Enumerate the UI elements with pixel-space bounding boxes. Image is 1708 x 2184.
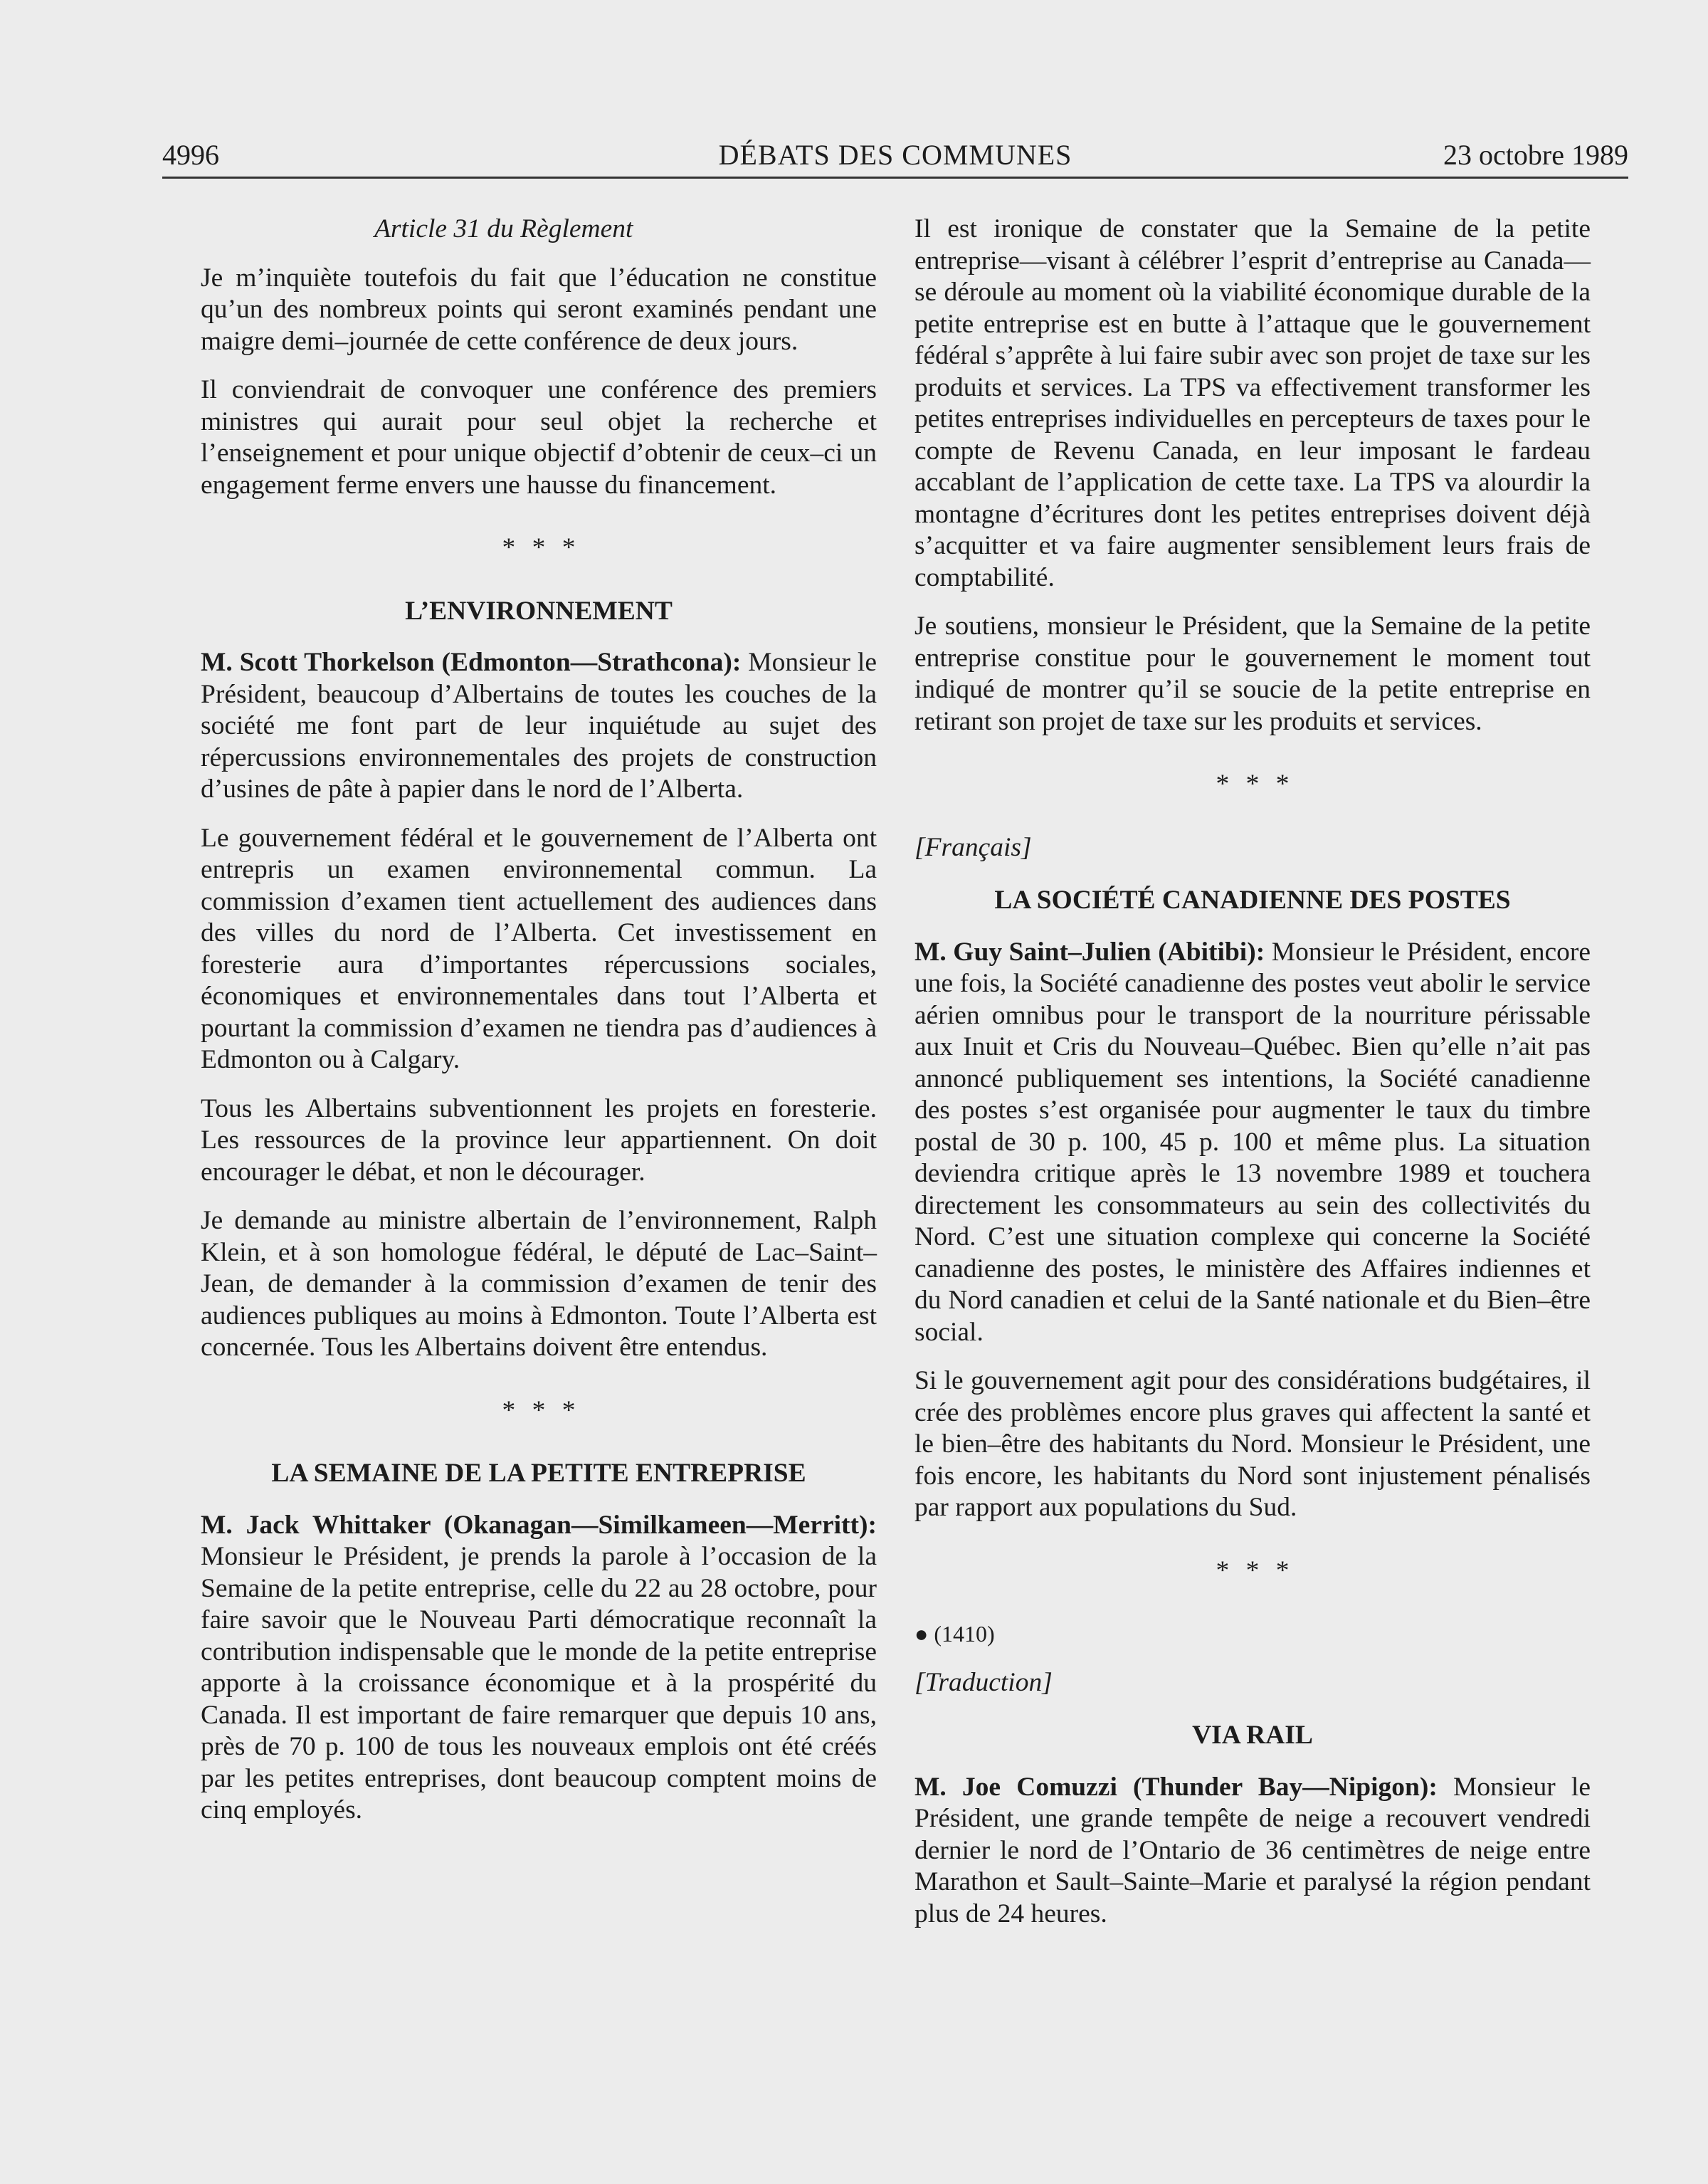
paragraph: Il conviendrait de convoquer une conférence des premiers ministres qui aurait pour seul objet la recherche et l’enseignement et pour unique objectif d’obtenir de ceux–ci un engagement ferme envers une hausse du financement. [201, 375, 877, 500]
section-separator: * * * [1216, 770, 1290, 799]
paragraph: Il est ironique de constater que la Semaine de la petite entreprise—visant à célébrer l’esprit d’entreprise au Canada—se déroule au moment où la viabilité économique durable de la petite entreprise est en butte à l’attaque que le gouvernement fédéral s’apprête à lui faire subir avec son projet de taxe sur les produits et services. La TPS va effectivement transformer les petites entreprises individuelles en percepteurs de taxes pour le compte de Revenu Canada, en leur imposant le fardeau accablant de l’application de cette taxe. La TPS va alourdir la montagne d’écritures dont les petites entreprises doivent déjà s’acquitter et va faire augmenter sensiblement leurs frais de comptabilité. [914, 214, 1591, 592]
speaker-name: M. Scott Thorkelson (Edmonton—Strathcona): [201, 648, 742, 677]
statement-text: Monsieur le Président, beaucoup d’Albertains de toutes les couches de la société me font part de leur inquiétude au sujet des répercussions environnementales des projets de construction d’usines de pâte à papier dans le nord de l’Alberta. [201, 648, 877, 804]
paragraph: Je m’inquiète toutefois du fait que l’éducation ne constitue qu’un des nombreux points qui seront examinés pendant une maigre demi–journée de cette conférence de deux jours. [201, 263, 877, 356]
paragraph: Je demande au ministre albertain de l’environnement, Ralph Klein, et à son homologue fédéral, le député de Lac–Saint–Jean, de demander à la commission d’examen de tenir des audiences publiques au moins à Edmonton. Toute l’Alberta est concernée. Tous les Albertains doivent être entendus. [201, 1206, 877, 1362]
left-column [201, 214, 877, 1827]
session-date: 23 octobre 1989 [1443, 139, 1628, 171]
statement-text: Monsieur le Président, une grande tempête de neige a recouvert vendredi dernier le nord de l’Ontario de 36 centimètres de neige entre Marathon et Sault–Sainte–Marie et paralysé la région pendant plus de 24 heures. [914, 1772, 1591, 1928]
paragraph: Je soutiens, monsieur le Président, que la Semaine de la petite entreprise constitue pour le gouvernement le moment tout indiqué de montrer qu’il se soucie de la petite entreprise en retirant son projet de taxe sur les produits et services. [914, 611, 1591, 736]
section-heading: VIA RAIL [1192, 1721, 1313, 1750]
publication-title: DÉBATS DES COMMUNES [718, 139, 1072, 171]
statement-text: Monsieur le Président, encore une fois, la Société canadienne des postes veut abolir le service aérien omnibus pour le transport de la nourriture périssable aux Inuit et Cris du Nouveau–Québec. Bien qu’elle n’ait pas annoncé publiquement ses intentions, la Société canadienne des postes s’est organisée pour augmenter le taux du timbre postal de 30 p. 100, 45 p. 100 et même plus. La situation deviendra critique après le 13 novembre 1989 et touchera directement les consommateurs au sein des collectivités du Nord. C’est une situation complexe qui concerne la Société canadienne des postes, le ministère des Affaires indiennes et du Nord canadien et celui de la Santé nationale et du Bien–être social. [914, 937, 1591, 1347]
statement-paragraph [914, 1772, 1591, 1931]
section-heading: LA SOCIÉTÉ CANADIENNE DES POSTES [994, 886, 1511, 915]
paragraph: Le gouvernement fédéral et le gouvernement de l’Alberta ont entrepris un examen environnemental commun. La commission d’examen tient actuellement des audiences dans des villes du nord de l’Alberta. Cet investissement en foresterie aura d’importantes répercussions sociales, économiques et environnementales dans tout l’Alberta et pourtant la commission d’examen ne tiendra pas d’audiences à Edmonton ou à Calgary. [201, 823, 877, 1074]
statement-paragraph [914, 937, 1591, 1349]
page-number: 4996 [162, 139, 219, 171]
section-separator: * * * [1216, 1555, 1290, 1585]
language-marker: [Français] [914, 832, 1032, 862]
section-heading: L’ENVIRONNEMENT [405, 596, 673, 626]
statement-text: Monsieur le Président, je prends la parole à l’occasion de la Semaine de la petite entreprise, celle du 22 au 28 octobre, pour faire savoir que le Nouveau Parti démocratique reconnaît la contribution indispensable que le monde de la petite entreprise apporte à la croissance économique et à la prospérité du Canada. Il est important de faire remarquer que depuis 10 ans, près de 70 p. 100 de tous les nouveaux emplois ont été créés par les petites entreprises, dont beaucoup comptent moins de cinq employés. [201, 1542, 877, 1825]
speaker-name: M. Jack Whittaker (Okanagan—Similkameen—Merritt): [201, 1510, 877, 1540]
speaker-name: M. Guy Saint–Julien (Abitibi): [914, 937, 1265, 967]
paragraph: Si le gouvernement agit pour des considérations budgétaires, il crée des problèmes encore plus graves qui affectent la santé et le bien–être des habitants du Nord. Monsieur le Président, une fois encore, les habitants du Nord sont injustement pénalisés par rapport aux populations du Sud. [914, 1366, 1591, 1522]
rubric: Article 31 du Règlement [374, 214, 633, 243]
speaker-name: M. Joe Comuzzi (Thunder Bay—Nipigon): [914, 1772, 1438, 1802]
section-separator: * * * [502, 1395, 576, 1425]
page-header [162, 137, 1628, 179]
section-heading: LA SEMAINE DE LA PETITE ENTREPRISE [271, 1459, 806, 1488]
time-stamp: ● (1410) [914, 1621, 995, 1647]
section-separator: * * * [502, 533, 576, 562]
paragraph: Tous les Albertains subventionnent les projets en foresterie. Les ressources de la province leur appartiennent. On doit encourager le débat, et non le décourager. [201, 1093, 877, 1187]
language-marker: [Traduction] [914, 1667, 1053, 1697]
right-column [914, 214, 1591, 1930]
statement-paragraph [201, 1510, 877, 1827]
statement-paragraph [201, 647, 877, 806]
